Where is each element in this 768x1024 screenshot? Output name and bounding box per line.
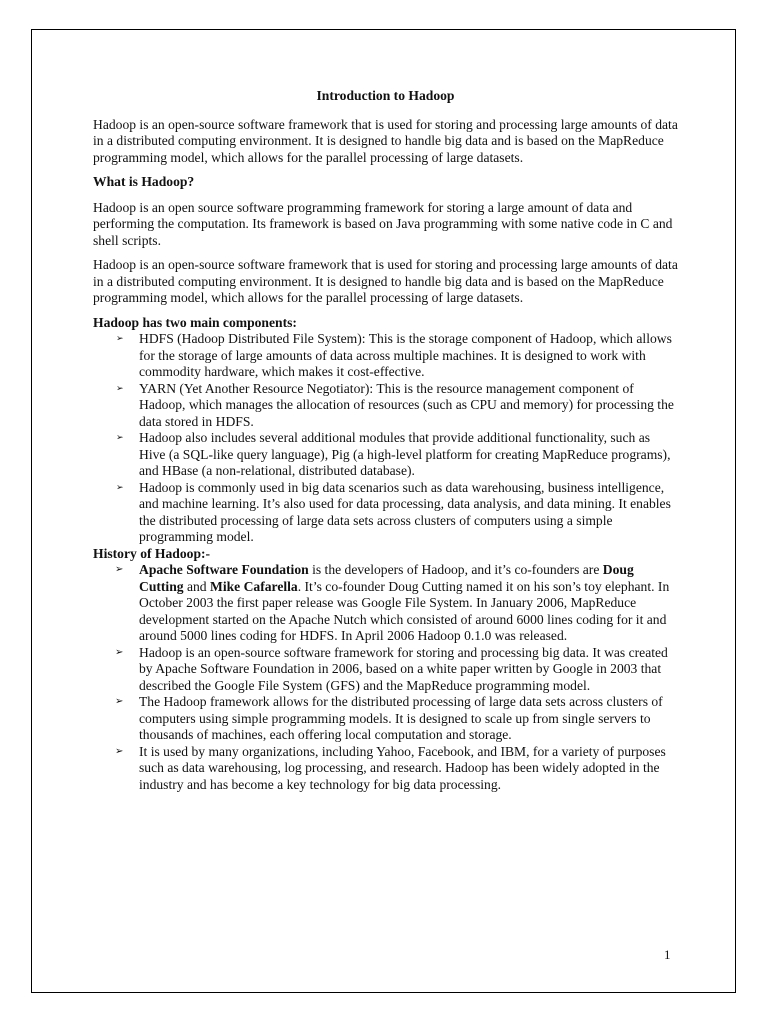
body-text: . It’s co-founder Doug Cutting named it on his son’s toy elephant. In October 2003 the first paper release was Google File System. In January 2006, MapReduce development started on the Apache Nutch which consisted of around 6000 lines coding for it and around 5000 lines coding for HDFS. In April 2006 Hadoop 0.1.0 was released.	[139, 578, 670, 643]
bold-text: Apache Software Foundation	[139, 562, 309, 577]
list-item	[93, 562, 678, 645]
history-list	[93, 562, 678, 793]
list-item: ➢ Hadoop is commonly used in big data scenarios such as data warehousing, business intelligence, and machine learning. It’s also used for data processing, data analysis, and data mining. It enables the distributed processing of large data sets across clusters of computers using a simple programming model.	[93, 480, 678, 546]
list-item: ➢ HDFS (Hadoop Distributed File System): This is the storage component of Hadoop, which allows for the storage of large amounts of data across multiple machines. It is designed to work with commodity hardware, which makes it cost-effective.	[93, 331, 678, 381]
list-item: ➢ The Hadoop framework allows for the distributed processing of large data sets across clusters of computers using simple programming models. It is designed to scale up from single servers to thousands of machines, each offering local computation and storage.	[93, 694, 678, 744]
document-body	[93, 88, 678, 793]
body-text: is the developers of Hadoop, and it’s co-founders are	[308, 562, 603, 577]
document-title: Introduction to Hadoop	[316, 88, 455, 103]
body-text: and	[183, 578, 211, 594]
components-heading: Hadoop has two main components:	[93, 314, 297, 330]
history-heading: History of Hadoop:-	[93, 545, 211, 561]
bold-text: Mike Cafarella	[210, 578, 298, 594]
list-item: ➢ It is used by many organizations, including Yahoo, Facebook, and IBM, for a variety of purposes such as data warehousing, log processing, and research. Hadoop has been widely adopted in the industry and has become a key technology for big data processing.	[93, 744, 678, 794]
what-is-paragraph-2: Hadoop is an open-source software framework that is used for storing and processing large amounts of data in a distributed computing environment. It is designed to handle big data and is based on the MapReduce programming model, which allows for the parallel processing of large datasets.	[93, 257, 678, 305]
intro-paragraph: Hadoop is an open-source software framework that is used for storing and processing large amounts of data in a distributed computing environment. It is designed to handle big data and is based on the MapReduce programming model, which allows for the parallel processing of large datasets.	[93, 116, 678, 165]
bold-text: Doug Cutting	[139, 562, 634, 594]
list-item: ➢ Hadoop also includes several additional modules that provide additional functionality, such as Hive (a SQL-like query language), Pig (a high-level platform for creating MapReduce programs), and HBase (a non-relational, distributed database).	[93, 430, 678, 480]
list-item: ➢ Hadoop is an open-source software framework for storing and processing big data. It was created by Apache Software Foundation in 2006, based on a white paper written by Google in 2003 that described the Google File System (GFS) and the MapReduce programming model.	[93, 645, 678, 695]
what-is-paragraph-1: Hadoop is an open source software programming framework for storing a large amount of data and performing the computation. Its framework is based on Java programming with some native code in C and shell scripts.	[93, 199, 673, 248]
components-list	[93, 331, 678, 546]
what-is-heading: What is Hadoop?	[93, 174, 195, 189]
list-item: ➢ YARN (Yet Another Resource Negotiator): This is the resource management component of Hadoop, which manages the allocation of resources (such as CPU and memory) for processing the data stored in HDFS.	[93, 381, 678, 431]
page-number: 1	[664, 947, 671, 962]
